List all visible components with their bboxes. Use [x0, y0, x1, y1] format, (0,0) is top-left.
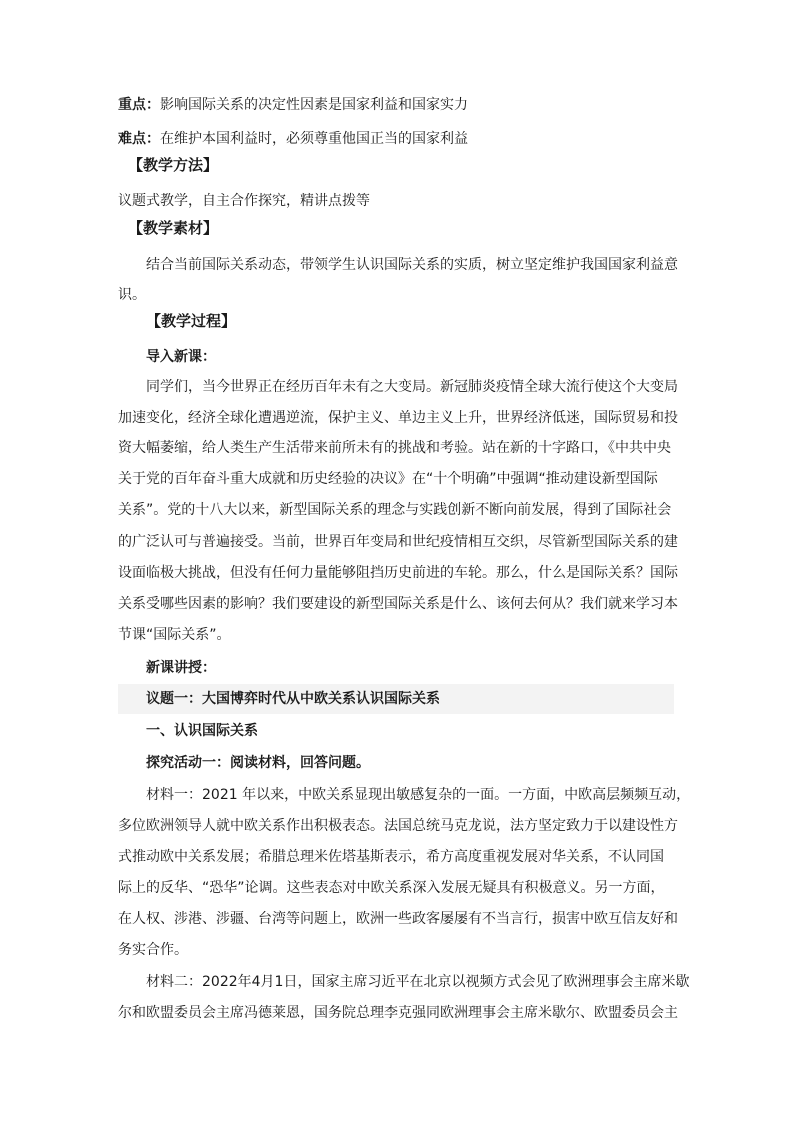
- method-heading: 【教学方法】: [128, 156, 219, 174]
- intro-line-3: 资大幅萎缩，给人类生产生活带来前所未有的挑战和考验。站在新的十字路口，《中共中央: [118, 440, 671, 456]
- intro-line-1: 同学们，当今世界正在经历百年未有之大变局。新冠肺炎疫情全球大流行使这个大变局: [146, 379, 678, 395]
- material1-line-3: 式推动欧中关系发展；希腊总理米佐塔基斯表示，希方高度重视发展对华关系，不认同国: [118, 849, 664, 865]
- material1-line-1: 材料一：2021 年以来，中欧关系显现出敏感复杂的一面。一方面，中欧高层频频互动，: [146, 787, 691, 803]
- materials-line-1: 结合当前国际关系动态，带领学生认识国际关系的实质，树立坚定维护我国国家利益意: [146, 257, 678, 273]
- difficulty-text: 在维护本国利益时，必须尊重他国正当的国家利益: [160, 131, 468, 147]
- section-1-title: 一、认识国际关系: [146, 723, 258, 739]
- intro-line-2: 加速变化，经济全球化遭遇逆流，保护主义、单边主义上升，世界经济低迷，国际贸易和投: [118, 410, 678, 426]
- process-heading: 【教学过程】: [146, 312, 237, 330]
- intro-label: 导入新课：: [146, 349, 216, 365]
- difficulty-line: [118, 129, 688, 149]
- material1-line-5: 在人权、涉港、涉疆、台湾等问题上，欧洲一些政客屡屡有不当言行，损害中欧互信友好和: [118, 911, 678, 927]
- topic-1: 议题一：大国博弈时代从中欧关系认识国际关系: [146, 691, 440, 707]
- intro-line-6: 的广泛认可与普遍接受。当前，世界百年变局和世纪疫情相互交织，尽管新型国际关系的建: [118, 534, 678, 550]
- method-text: 议题式教学，自主合作探究，精讲点拨等: [118, 193, 370, 209]
- intro-line-5: 关系”。党的十八大以来，新型国际关系的理念与实践创新不断向前发展，得到了国际社会: [118, 502, 672, 518]
- new-lesson-label: 新课讲授：: [146, 660, 216, 676]
- materials-heading: 【教学素材】: [128, 219, 219, 237]
- materials-line-2: 识。: [118, 287, 146, 303]
- material1-line-2: 多位欧洲领导人就中欧关系作出积极表态。法国总统马克龙说，法方坚定致力于以建设性方: [118, 818, 678, 834]
- key-point-label: 重点：: [118, 97, 160, 113]
- intro-line-9: 节课“国际关系”。: [118, 627, 231, 643]
- key-point-text: 影响国际关系的决定性因素是国家利益和国家实力: [160, 97, 468, 113]
- intro-line-8: 关系受哪些因素的影响？我们要建设的新型国际关系是什么、该何去何从？我们就来学习本: [118, 596, 678, 612]
- difficulty-label: 难点：: [118, 131, 160, 147]
- key-point-line: [118, 95, 688, 115]
- intro-line-7: 设面临极大挑战，但没有任何力量能够阻挡历史前进的车轮。那么，什么是国际关系？国际: [118, 565, 678, 581]
- material1-line-6: 务实合作。: [118, 942, 188, 958]
- activity-1-title: 探究活动一：阅读材料，回答问题。: [146, 755, 370, 771]
- material1-line-4: 际上的反华、“恐华”论调。这些表态对中欧关系深入发展无疑具有积极意义。另一方面，: [118, 880, 665, 896]
- intro-line-4: 关于党的百年奋斗重大成就和历史经验的决议》在“十个明确”中强调“推动建设新型国际: [118, 471, 658, 487]
- material2-line-2: 尔和欧盟委员会主席冯德莱恩，国务院总理李克强同欧洲理事会主席米歇尔、欧盟委员会主: [118, 1005, 678, 1021]
- material2-line-1: 材料二：2022年4月1日，国家主席习近平在北京以视频方式会见了欧洲理事会主席米歇: [146, 974, 690, 990]
